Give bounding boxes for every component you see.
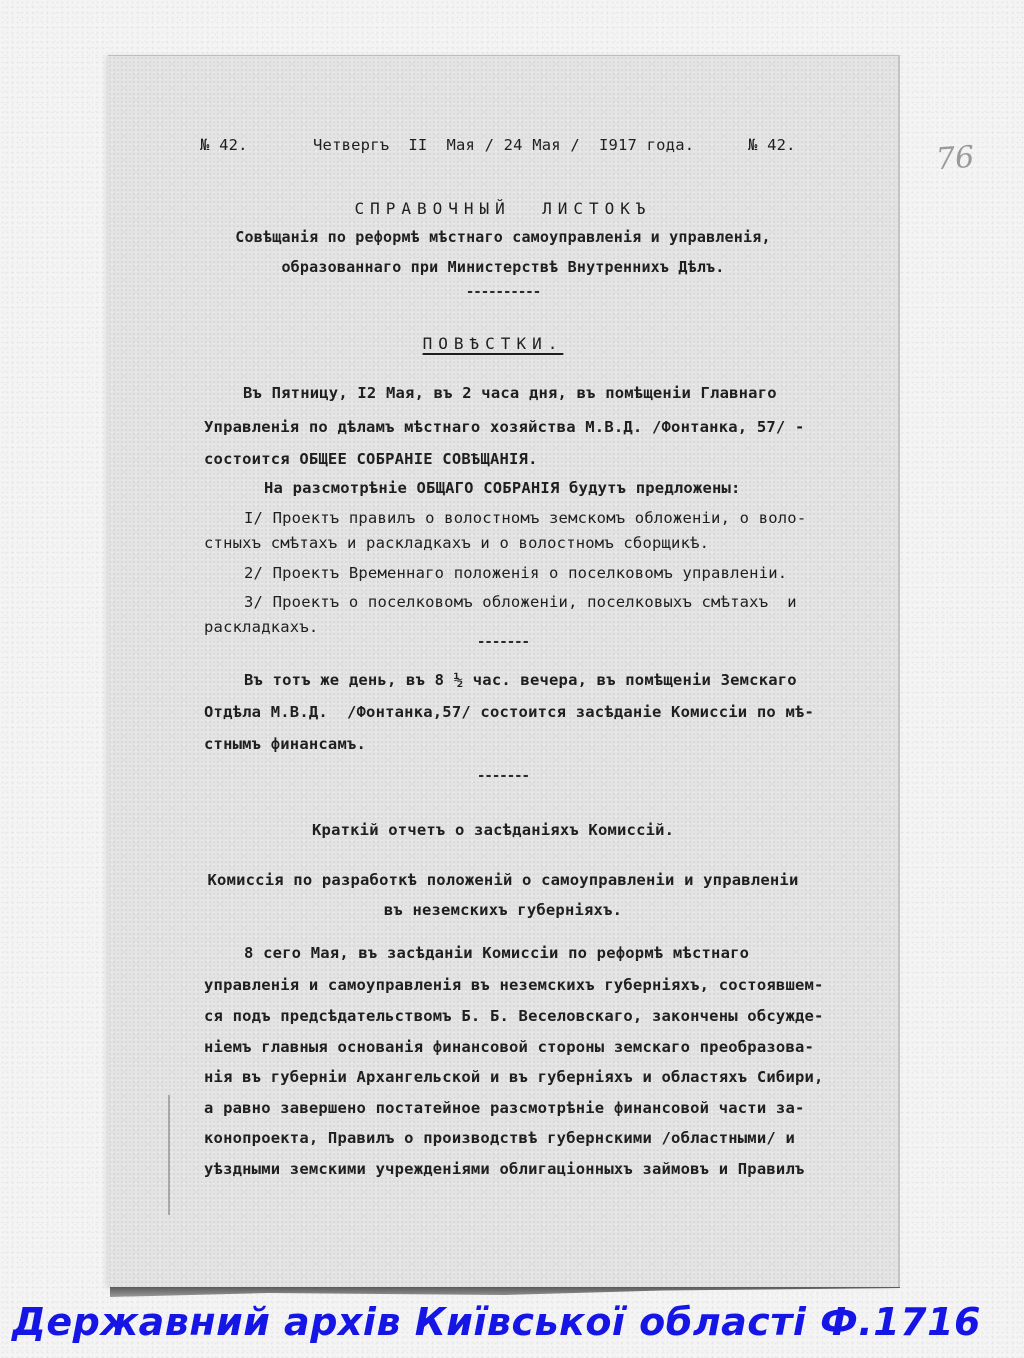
report-paragraph-line-5: нія въ губерніи Архангельской и въ губерніяхъ и областяхъ Сибири, [204, 1068, 824, 1086]
report-paragraph-line-3: ся подъ предсѣдательствомъ Б. Б. Веселовскаго, закончены обсужде- [204, 1007, 824, 1025]
archive-caption: Державний архів Київської області Ф.1716 [12, 1300, 981, 1344]
margin-mark [168, 1095, 170, 1215]
divider: ---------- [465, 284, 541, 300]
report-paragraph-line-1: 8 сего Мая, въ засѣданіи Комиссіи по реформѣ мѣстнаго [244, 944, 750, 962]
agenda-paragraph-line-1: Въ Пятницу, I2 Мая, въ 2 часа дня, въ помѣщеніи Главнаго [243, 384, 777, 402]
commission-title-line-2: въ неземскихъ губерніяхъ. [383, 901, 623, 919]
divider: ------- [476, 768, 529, 784]
document-title: СПРАВОЧНЫЙ ЛИСТОКЪ [354, 199, 652, 218]
report-paragraph-line-6: а равно завершено постатейное разсмотрѣніе финансовой части за- [204, 1099, 805, 1117]
report-paragraph-line-8: уѣздными земскими учрежденіями облигаціонныхъ займовъ и Правилъ [204, 1160, 805, 1178]
report-paragraph-line-7: конопроекта, Правилъ о производствѣ губернскими /областными/ и [204, 1129, 795, 1147]
proposal-2-line-1: 2/ Проектъ Временнаго положенія о поселковомъ управленіи. [244, 564, 788, 582]
document-subtitle-line-1: Совѣщанія по реформѣ мѣстнаго самоуправленія и управленія, [235, 228, 771, 246]
report-heading: Краткій отчетъ о засѣданіяхъ Комиссій. [312, 821, 675, 839]
issue-number-right: № 42. [748, 136, 796, 154]
report-paragraph-line-4: ніемъ главныя основанія финансовой стороны земскаго преобразова- [204, 1038, 815, 1056]
evening-paragraph-line-2: Отдѣла М.В.Д. /Фонтанка,57/ состоится засѣданіе Комиссіи по мѣ- [204, 703, 815, 721]
proposal-3-line-2: раскладкахъ. [204, 618, 319, 636]
issue-number-left: № 42. [200, 136, 248, 154]
paper-torn-edge [110, 1287, 900, 1297]
agenda-paragraph-line-2: Управленія по дѣламъ мѣстнаго хозяйства М.В.Д. /Фонтанка, 57/ - [204, 418, 805, 436]
agenda-paragraph-line-3: состоится ОБЩЕЕ СОБРАНІЕ СОВѢЩАНІЯ. [204, 450, 538, 468]
proposal-1-line-2: стныхъ смѣтахъ и раскладкахъ и о волостномъ сборщикѣ. [204, 534, 710, 552]
proposal-1-line-1: I/ Проектъ правилъ о волостномъ земскомъ обложеніи, о воло- [244, 509, 807, 527]
document-subtitle-line-2: образованнаго при Министерствѣ Внутреннихъ Дѣлъ. [281, 258, 725, 276]
proposal-3-line-1: 3/ Проектъ о поселковомъ обложеніи, поселковыхъ смѣтахъ и [244, 593, 797, 611]
report-paragraph-line-2: управленія и самоуправленія въ неземскихъ губерніяхъ, состоявшем- [204, 976, 824, 994]
evening-paragraph-line-3: стнымъ финансамъ. [204, 735, 367, 753]
issue-date: Четвергъ II Мая / 24 Мая / I917 года. [313, 136, 695, 154]
divider: ------- [476, 634, 529, 650]
commission-title-line-1: Комиссія по разработкѣ положеній о самоуправленіи и управленіи [207, 871, 799, 889]
handwritten-folio-number: 76 [934, 139, 976, 178]
agenda-heading: ПОВѢСТКИ. [422, 334, 564, 353]
evening-paragraph-line-1: Въ тотъ же день, въ 8 ½ час. вечера, въ помѣщеніи Земскаго [244, 671, 797, 689]
archival-document-page [108, 55, 976, 1288]
proposals-intro: На разсмотрѣніе ОБЩАГО СОБРАНІЯ будутъ предложены: [264, 479, 741, 497]
